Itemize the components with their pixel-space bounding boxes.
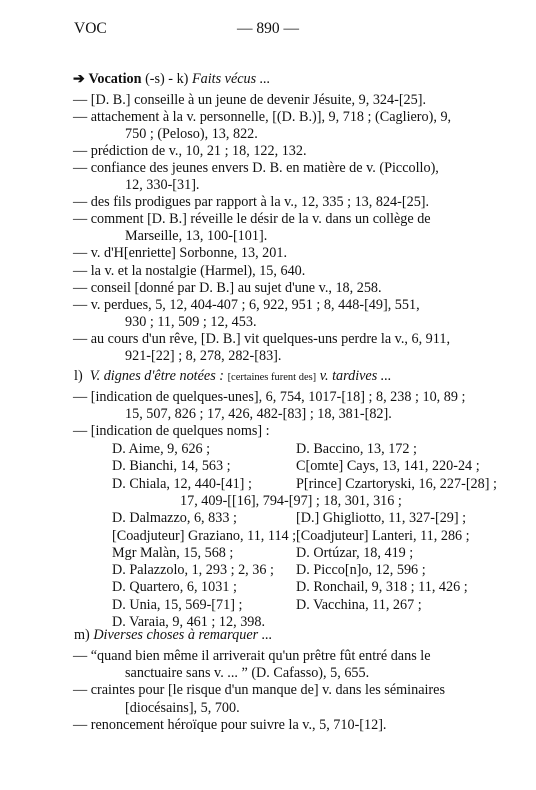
index-entry: — v. perdues, 5, 12, 404-407 ; 6, 922, 951 ; 8, 448-[49], 551, xyxy=(73,296,420,313)
section-k-suffix: (-s) - k) xyxy=(145,71,189,87)
section-k-subtitle: Faits vécus ... xyxy=(191,71,271,87)
name-entry: P[rince] Czartoryski, 16, 227-[28] ; xyxy=(296,475,497,492)
name-entry: [Coadjuteur] Lanteri, 11, 286 ; xyxy=(296,527,470,544)
index-entry: — [indication de quelques noms] : xyxy=(73,423,270,440)
index-entry: — [indication de quelques-unes], 6, 754, 1017-[18] ; 8, 238 ; 10, 89 ; xyxy=(73,389,466,405)
name-entry: D. Palazzolo, 1, 293 ; 2, 36 ; xyxy=(112,562,274,579)
index-entry: 12, 330-[31]. xyxy=(125,177,200,194)
running-head-left: VOC xyxy=(74,20,107,37)
name-entry: D. Vacchina, 11, 267 ; xyxy=(296,596,422,613)
name-entry: D. Picco[n]o, 12, 596 ; xyxy=(296,562,426,579)
index-entry: 930 ; 11, 509 ; 12, 453. xyxy=(125,313,257,330)
name-entry: D. Dalmazzo, 6, 833 ; xyxy=(112,510,237,527)
name-entry: D. Bianchi, 14, 563 ; xyxy=(112,458,231,475)
index-entry: — conseil [donné par D. B.] au sujet d'une v., 18, 258. xyxy=(73,279,382,296)
section-l-tail: v. tardives ... xyxy=(319,368,392,384)
section-l-bracket: [certaines furent des] xyxy=(227,372,317,383)
index-entry: — [D. B.] conseille à un jeune de devenir Jésuite, 9, 324-[25]. xyxy=(73,92,427,108)
index-entry: 15, 507, 826 ; 17, 426, 482-[83] ; 18, 381-[82]. xyxy=(125,406,392,423)
index-entry: — attachement à la v. personnelle, [(D. B.)], 9, 718 ; (Cagliero), 9, xyxy=(73,109,452,126)
arrow-icon: ➔ xyxy=(73,71,85,87)
name-entry: D. Quartero, 6, 1031 ; xyxy=(112,579,237,596)
index-entry: — comment [D. B.] réveille le désir de la v. dans un collège de xyxy=(73,211,431,228)
section-m-title: Diverses choses à remarquer ... xyxy=(93,627,273,643)
name-entry: [Coadjuteur] Graziano, 11, 114 ; xyxy=(112,527,297,544)
name-entry: D. Ortúzar, 18, 419 ; xyxy=(296,544,414,561)
name-entry: C[omte] Cays, 13, 141, 220-24 ; xyxy=(296,458,480,475)
index-entry: [diocésains], 5, 700. xyxy=(125,699,240,716)
index-entry: — des fils prodigues par rapport à la v., 12, 335 ; 13, 824-[25]. xyxy=(73,194,430,211)
index-entry: — la v. et la nostalgie (Harmel), 15, 640. xyxy=(73,262,306,279)
index-entry: — “quand bien même il arriverait qu'un prêtre fût entré dans le xyxy=(73,648,431,664)
name-entry: D. Baccino, 13, 172 ; xyxy=(296,441,417,457)
index-entry: sanctuaire sans v. ... ” (D. Cafasso), 5, 655. xyxy=(125,665,370,682)
index-entry: — prédiction de v., 10, 21 ; 18, 122, 132. xyxy=(73,143,307,160)
index-entry: 921-[22] ; 8, 278, 282-[83]. xyxy=(125,347,282,364)
section-m-label: m) xyxy=(74,627,90,643)
name-entry: D. Chiala, 12, 440-[41] ; xyxy=(112,475,252,492)
index-entry: Marseille, 13, 100-[101]. xyxy=(125,228,268,245)
page-number: — 890 — xyxy=(237,20,299,37)
name-entry: D. Unia, 15, 569-[71] ; xyxy=(112,596,243,613)
section-m-heading xyxy=(74,627,272,644)
index-entry: — au cours d'un rêve, [D. B.] vit quelques-uns perdre la v., 6, 911, xyxy=(73,330,450,347)
section-l-heading xyxy=(74,368,391,386)
index-entry: 750 ; (Peloso), 13, 822. xyxy=(125,126,258,143)
name-entry: D. Aime, 9, 626 ; xyxy=(112,441,211,457)
name-entry: Mgr Malàn, 15, 568 ; xyxy=(112,544,234,561)
name-entry: D. Varaia, 9, 461 ; 12, 398. xyxy=(112,614,266,630)
section-l-title: V. dignes d'être notées : xyxy=(89,368,225,384)
index-entry: — craintes pour [le risque d'un manque de] v. dans les séminaires xyxy=(73,682,445,699)
section-k-heading xyxy=(73,71,270,88)
name-entry: 17, 409-[[16], 794-[97] ; 18, 301, 316 ; xyxy=(180,492,402,509)
name-entry: D. Ronchail, 9, 318 ; 11, 426 ; xyxy=(296,579,468,596)
index-entry: — renoncement héroïque pour suivre la v., 5, 710-[12]. xyxy=(73,716,387,733)
index-entry: — v. d'H[enriette] Sorbonne, 13, 201. xyxy=(73,245,288,262)
section-l-label: l) xyxy=(74,368,83,384)
index-entry: — confiance des jeunes envers D. B. en matière de v. (Piccollo), xyxy=(73,160,439,177)
name-entry: [D.] Ghigliotto, 11, 327-[29] ; xyxy=(296,510,467,527)
section-k-title: Vocation xyxy=(88,71,142,87)
